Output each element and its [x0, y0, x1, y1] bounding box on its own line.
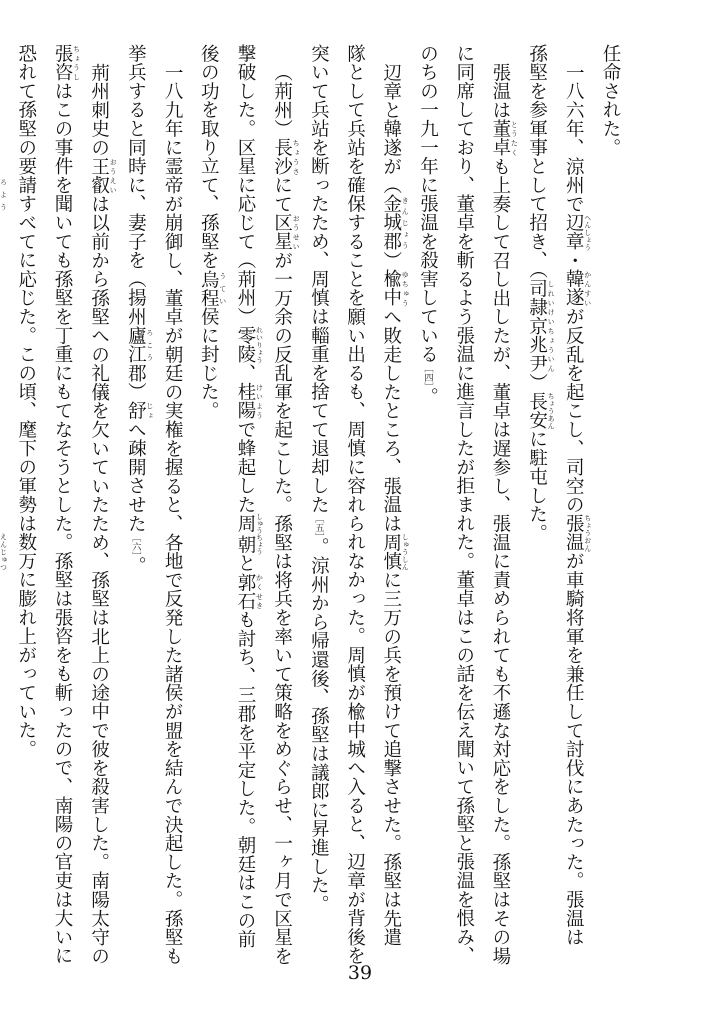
- ruby-base: 区星: [271, 212, 293, 251]
- ruby-reading: きんじょう: [401, 194, 410, 251]
- text-run: 撃破した。区星に応じて（荊州）: [234, 44, 256, 326]
- text-line: [445, 44, 481, 966]
- text-run: に駐屯した。: [526, 429, 548, 543]
- text-run: ・: [563, 250, 585, 270]
- ruby-reading: ろこう: [145, 326, 154, 364]
- text-run: 辺章と韓遂が（: [380, 62, 402, 195]
- text-run: 。: [417, 387, 439, 406]
- ruby-reading: おうえい: [109, 156, 118, 195]
- ruby-word: [88, 156, 118, 195]
- text-line: [482, 44, 519, 965]
- ruby-reading: ちょうおん: [583, 513, 592, 552]
- ruby-word: [563, 513, 592, 552]
- ruby-word: [380, 269, 410, 307]
- text-run: 恐れて孫堅の要請すべてに応じた。この頃、麾下の軍勢は数万に膨れ上がっていた。: [15, 44, 37, 759]
- ruby-word: [489, 118, 519, 157]
- ruby-base: 烏程: [198, 269, 220, 308]
- ruby-word: [380, 532, 410, 571]
- text-line: [117, 44, 154, 944]
- text-line: [555, 44, 592, 947]
- ruby-reading: れいりょう: [255, 326, 264, 364]
- ruby-word: [51, 44, 81, 82]
- ruby-reading: とうたく: [510, 118, 519, 157]
- text-line: [336, 44, 372, 966]
- text-run: 、: [234, 363, 256, 383]
- ruby-reading: しゅうちょう: [255, 512, 264, 555]
- ruby-base: 張温: [563, 513, 585, 552]
- text-run: 突いて兵站を断ったため、周慎は輜重を捨てて退却した: [308, 44, 330, 514]
- ruby-base: 桂陽: [234, 382, 256, 421]
- ruby-base: 長沙: [271, 137, 293, 176]
- text-line: [592, 44, 628, 944]
- text-run: が車騎将軍を兼任して討伐にあたった。張温は: [563, 551, 585, 947]
- ruby-word: [526, 391, 556, 430]
- text-line: [44, 44, 81, 966]
- ruby-base: 舒: [125, 401, 147, 421]
- ruby-base: 零陵: [234, 326, 256, 364]
- text-run: が反乱を起こし、司空の: [563, 306, 585, 514]
- text-run: 。: [125, 556, 147, 576]
- ruby-reading: ゆちゅう: [401, 269, 410, 307]
- text-run: 挙兵すると同時に、妻子を（揚州: [125, 44, 147, 326]
- text-run: 任命された。: [600, 44, 621, 157]
- ruby-word: [526, 279, 556, 374]
- ruby-reading: ちょうし: [72, 44, 81, 82]
- text-run: 郡）: [125, 363, 147, 402]
- text-run: にて: [271, 175, 293, 213]
- text-line: [409, 44, 445, 944]
- ruby-word: [234, 512, 264, 555]
- text-line: [227, 44, 264, 949]
- ruby-word: [271, 212, 301, 251]
- text-line: [80, 44, 118, 965]
- ruby-base: 韓遂: [563, 269, 585, 307]
- text-run: ）: [380, 250, 402, 270]
- ruby-reading: おうせい: [292, 212, 301, 251]
- ruby-word: [271, 137, 301, 176]
- text-run: も上奏して召し出したが、董卓は遅参し、張温に責められても不遜な対応をした。孫堅はその場: [489, 156, 511, 965]
- ruby-base: 長安: [526, 391, 548, 430]
- text-run: 隊として兵站を確保することを願い出るも、周慎に容れられなかった。周慎が楡中城へ入ると、辺章が背後を: [344, 44, 366, 966]
- ruby-reading: うてい: [218, 269, 227, 308]
- ruby-base: 辺章: [563, 212, 585, 251]
- text-run: ）: [526, 373, 548, 392]
- text-run: も討ち、三郡を平定した。朝廷はこの前: [234, 610, 256, 949]
- ruby-word: [125, 326, 154, 364]
- ruby-reading: じょ: [145, 401, 154, 421]
- ruby-base: 郭石: [234, 572, 256, 611]
- ruby-reading: かんすい: [583, 269, 592, 307]
- text-line: [0, 44, 8, 944]
- text-run: 張温は: [489, 62, 511, 119]
- ruby-word: [198, 269, 227, 308]
- text-run: のちの一九一年に張温を殺害している: [417, 44, 439, 364]
- ruby-reading: かくせき: [255, 572, 264, 611]
- ruby-word: [563, 269, 592, 307]
- ruby-base: 周慎: [380, 532, 402, 571]
- ruby-reading: へんしょう: [583, 212, 592, 251]
- body-text: [0, 44, 628, 966]
- note-reference: ［五］: [313, 514, 324, 538]
- ruby-reading: えんじゅつ: [0, 532, 8, 571]
- text-run: と: [234, 553, 256, 573]
- ruby-base: 楡中: [380, 269, 402, 307]
- ruby-reading: ろよう: [0, 175, 8, 214]
- text-run: 荊州刺史の: [88, 62, 110, 157]
- text-run: 。涼州から帰還後、孫堅は議郎に昇進した。: [308, 537, 330, 914]
- ruby-reading: ちょうあん: [547, 391, 556, 430]
- ruby-word: [234, 572, 264, 611]
- text-run: 後の功を取り立て、孫堅を: [198, 44, 220, 270]
- text-run: は以前から孫堅への礼儀を欠いていたため、孫堅は北上の途中で彼を殺害した。南陽太守の: [88, 194, 110, 965]
- text-run: に三万の兵を預けて追撃させた。孫堅は先遣: [380, 570, 402, 947]
- ruby-reading: しゅうしん: [401, 532, 410, 571]
- text-run: 孫堅を参軍事として招き、（: [526, 44, 548, 280]
- ruby-base: 金城郡: [380, 194, 402, 251]
- ruby-word: [234, 326, 264, 364]
- text-line: [8, 44, 44, 944]
- ruby-word: [563, 212, 592, 251]
- text-run: はこの事件を聞いても孫堅を丁重にもてなそうとした。孫堅は張咨をも斬ったので、南陽の官吏は大いに: [51, 81, 73, 966]
- ruby-reading: しれいけいちょういん: [547, 279, 556, 374]
- text-run: へ疎開させた: [125, 420, 147, 533]
- ruby-word: [380, 194, 410, 251]
- note-reference: ［六］: [130, 532, 141, 557]
- ruby-reading: ちょうさ: [292, 137, 301, 176]
- text-run: で蜂起した: [234, 420, 256, 515]
- ruby-word: [234, 382, 264, 421]
- ruby-base: 司隷京兆尹: [526, 279, 548, 374]
- ruby-word: [125, 401, 154, 421]
- text-run: へ敗走したところ、張温は: [380, 306, 402, 533]
- text-run: 侯に封じた。: [198, 307, 220, 421]
- text-run: 一八九年に霊帝が崩御し、董卓が朝廷の実権を握ると、各地で反発した諸侯が盟を結んで決起した。孫堅も: [162, 62, 184, 965]
- text-run: 一八六年、涼州で: [563, 62, 585, 213]
- text-line: [190, 44, 227, 944]
- text-run: に同席しており、董卓を斬るよう張温に進言したが拒まれた。董卓はこの話を伝え聞いて孫堅と張温を恨み、: [453, 44, 475, 966]
- page-number: 39: [347, 962, 373, 984]
- ruby-base: 董卓: [489, 118, 511, 157]
- ruby-reading: けいよう: [255, 382, 264, 421]
- ruby-base: 周朝: [234, 512, 256, 555]
- ruby-base: 廬江: [125, 326, 147, 364]
- text-line: [154, 44, 190, 965]
- text-line: [373, 44, 410, 947]
- ruby-base: 張咨: [51, 44, 73, 82]
- ruby-base: 王叡: [88, 156, 110, 195]
- text-line: [300, 44, 336, 944]
- text-run: が一万余の反乱軍を起こした。孫堅は将兵を率いて策略をめぐらせ、一ヶ月で区星を: [271, 250, 293, 965]
- text-line: [263, 44, 301, 965]
- note-reference: ［四］: [422, 363, 433, 388]
- text-run: （荊州）: [271, 62, 293, 138]
- text-line: [518, 44, 555, 944]
